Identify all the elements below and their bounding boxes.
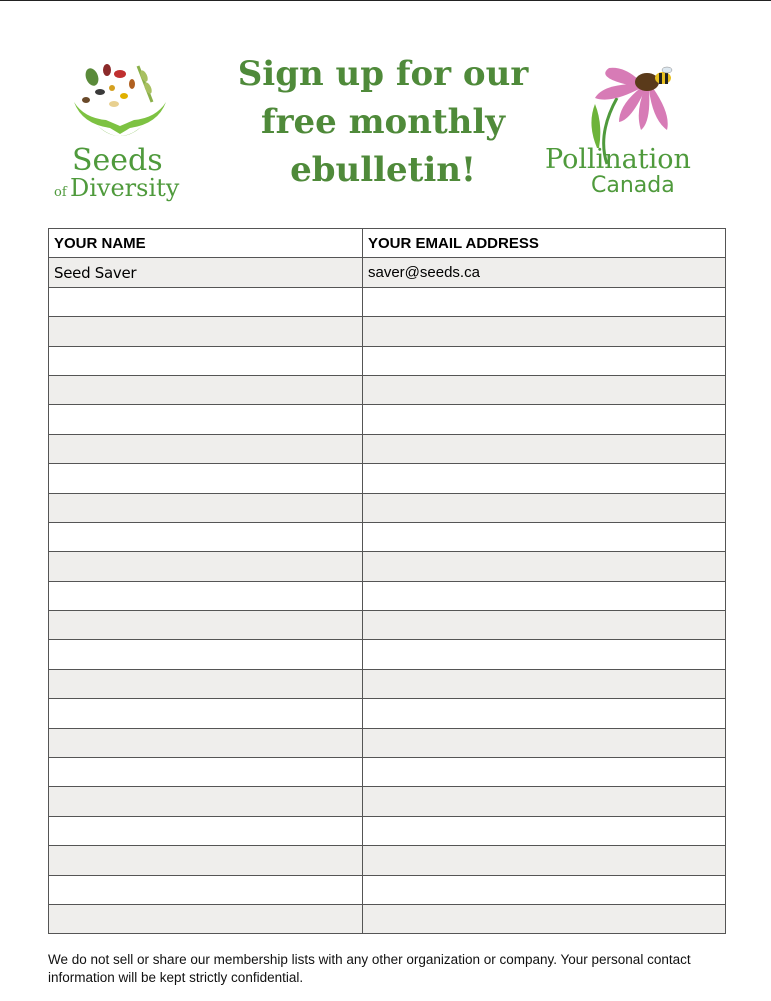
email-cell[interactable] xyxy=(363,317,726,346)
name-cell[interactable] xyxy=(49,522,363,551)
title-line-2: free monthly xyxy=(260,102,506,142)
privacy-notice: We do not sell or share our membership lists with any other organization or company. Your personal contact information will be kept strictly confidential. xyxy=(48,952,691,985)
page-title xyxy=(200,50,566,194)
header-your-email: YOUR EMAIL ADDRESS xyxy=(363,229,726,258)
name-cell[interactable] xyxy=(49,317,363,346)
email-cell[interactable] xyxy=(363,904,726,933)
table-row xyxy=(49,875,726,904)
table-row xyxy=(49,611,726,640)
email-cell[interactable] xyxy=(363,493,726,522)
top-border xyxy=(0,0,771,1)
pollination-canada-logo xyxy=(545,64,725,198)
name-cell[interactable] xyxy=(49,669,363,698)
name-cell[interactable] xyxy=(49,640,363,669)
email-cell[interactable] xyxy=(363,464,726,493)
table-row xyxy=(49,552,726,581)
name-cell[interactable] xyxy=(49,552,363,581)
email-cell[interactable] xyxy=(363,611,726,640)
seeds-of-diversity-logo xyxy=(52,62,188,204)
logo-left-line1: Seeds xyxy=(72,143,163,178)
email-cell[interactable] xyxy=(363,875,726,904)
table-row xyxy=(49,464,726,493)
email-cell[interactable] xyxy=(363,405,726,434)
name-cell[interactable]: Seed Saver xyxy=(49,258,363,287)
email-cell[interactable] xyxy=(363,581,726,610)
table-row xyxy=(49,758,726,787)
name-cell[interactable] xyxy=(49,287,363,316)
email-cell[interactable] xyxy=(363,728,726,757)
table-header-row xyxy=(49,229,726,258)
name-cell[interactable] xyxy=(49,464,363,493)
coneflower-bee-icon xyxy=(545,64,725,198)
table-row xyxy=(49,287,726,316)
table-row xyxy=(49,669,726,698)
email-cell[interactable] xyxy=(363,375,726,404)
email-cell[interactable] xyxy=(363,346,726,375)
table-row xyxy=(49,699,726,728)
email-cell[interactable] xyxy=(363,669,726,698)
signup-table xyxy=(48,228,726,934)
email-cell[interactable] xyxy=(363,787,726,816)
name-cell[interactable] xyxy=(49,758,363,787)
name-cell[interactable] xyxy=(49,728,363,757)
table-row xyxy=(49,581,726,610)
title-line-1: Sign up for our xyxy=(237,54,529,94)
table-row xyxy=(49,640,726,669)
name-cell[interactable] xyxy=(49,346,363,375)
email-cell[interactable]: saver@seeds.ca xyxy=(363,258,726,287)
name-cell[interactable] xyxy=(49,816,363,845)
table-row xyxy=(49,846,726,875)
name-cell[interactable] xyxy=(49,699,363,728)
logo-right-line2: Canada xyxy=(591,173,675,198)
table-row xyxy=(49,434,726,463)
table-row xyxy=(49,787,726,816)
table-row xyxy=(49,493,726,522)
name-cell[interactable] xyxy=(49,611,363,640)
email-cell[interactable] xyxy=(363,287,726,316)
email-cell[interactable] xyxy=(363,846,726,875)
logo-left-line2: Diversity xyxy=(70,174,180,202)
email-cell[interactable] xyxy=(363,522,726,551)
email-cell[interactable] xyxy=(363,434,726,463)
email-cell[interactable] xyxy=(363,552,726,581)
table-body xyxy=(49,258,726,934)
seeds-hands-icon xyxy=(52,62,188,204)
name-cell[interactable] xyxy=(49,875,363,904)
name-cell[interactable] xyxy=(49,434,363,463)
name-cell[interactable] xyxy=(49,904,363,933)
logo-right-line1: Pollination xyxy=(545,144,691,175)
table-row xyxy=(49,904,726,933)
table-row xyxy=(49,317,726,346)
email-cell[interactable] xyxy=(363,816,726,845)
email-cell[interactable] xyxy=(363,640,726,669)
table-row xyxy=(49,816,726,845)
name-cell[interactable] xyxy=(49,405,363,434)
header-your-name: YOUR NAME xyxy=(49,229,363,258)
name-cell[interactable] xyxy=(49,493,363,522)
table-row xyxy=(49,375,726,404)
name-cell[interactable] xyxy=(49,581,363,610)
title-line-3: ebulletin! xyxy=(290,150,476,190)
email-cell[interactable] xyxy=(363,699,726,728)
email-cell[interactable] xyxy=(363,758,726,787)
table-row xyxy=(49,522,726,551)
table-row xyxy=(49,346,726,375)
table-row xyxy=(49,405,726,434)
name-cell[interactable] xyxy=(49,375,363,404)
name-cell[interactable] xyxy=(49,787,363,816)
table-row xyxy=(49,258,726,287)
svg-text:of: of xyxy=(54,185,67,200)
name-cell[interactable] xyxy=(49,846,363,875)
table-row xyxy=(49,728,726,757)
